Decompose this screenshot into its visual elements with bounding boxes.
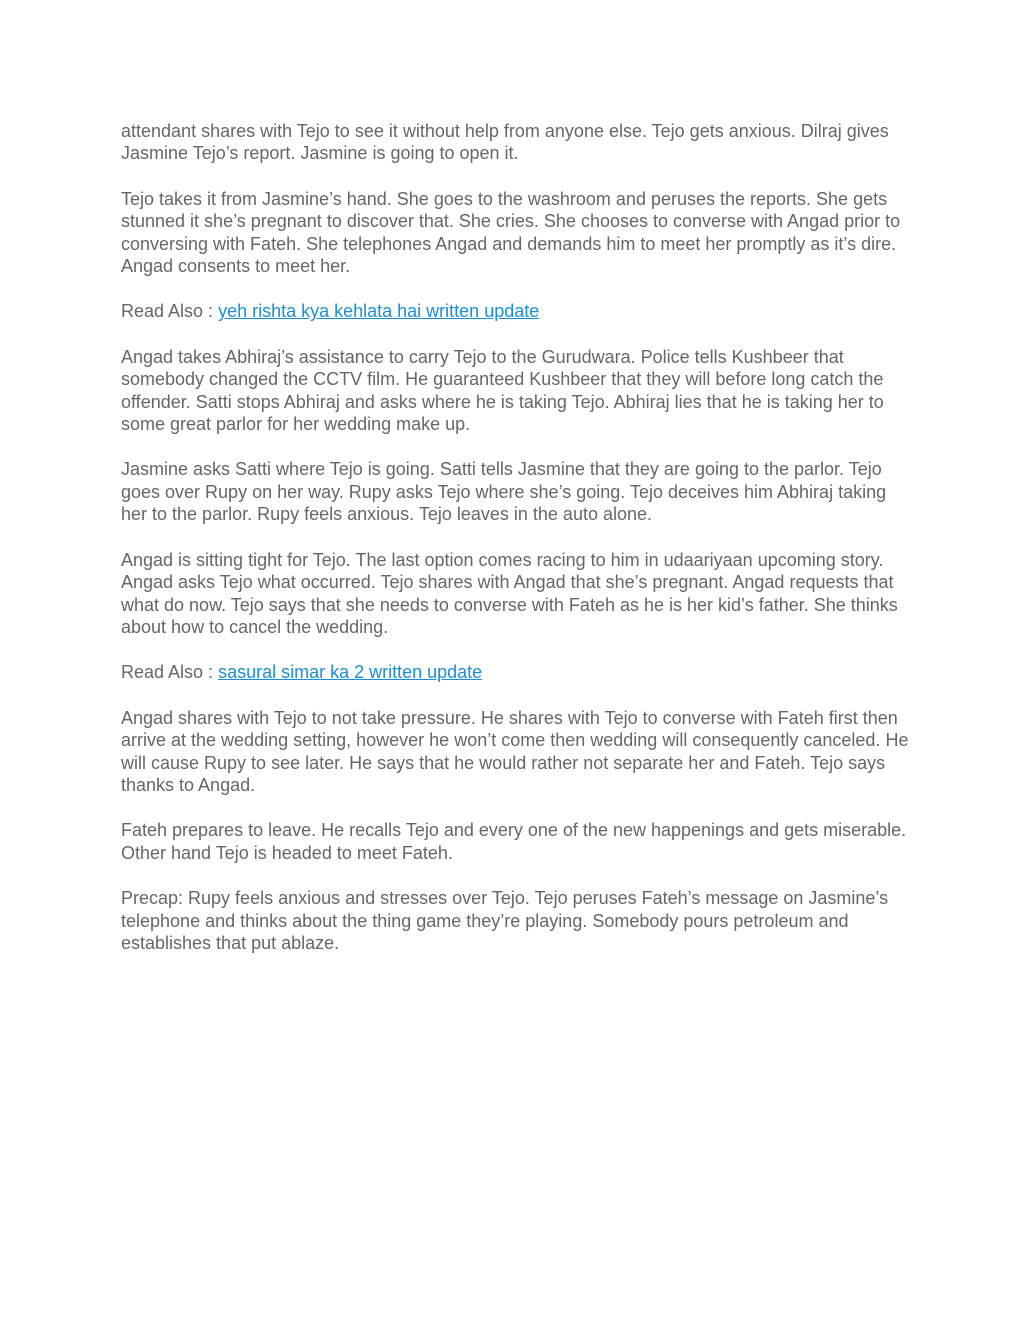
- read-also-link-sasural-simar[interactable]: sasural simar ka 2 written update: [218, 662, 483, 683]
- read-also-2: [121, 661, 911, 683]
- paragraph-6: Angad shares with Tejo to not take pressure. He shares with Tejo to converse with Fateh first then arrive at the wedding setting, however he won’t come then wedding will consequently canceled. He will cause Rupy to see later. He says that he would rather not separate her and Fateh. Tejo says thanks to Angad.: [121, 707, 909, 795]
- paragraph-8: Precap: Rupy feels anxious and stresses over Tejo. Tejo peruses Fateh’s message on Jasmine’s telephone and thinks about the thing game they’re playing. Somebody pours petroleum and establishes that put ablaze.: [121, 888, 889, 953]
- paragraph-1: attendant shares with Tejo to see it without help from anyone else. Tejo gets anxious. Dilraj gives Jasmine Tejo’s report. Jasmine is going to open it.: [121, 121, 889, 164]
- read-also-link-yeh-rishta[interactable]: yeh rishta kya kehlata hai written update: [218, 301, 540, 322]
- read-also-1: [121, 300, 911, 322]
- paragraph-3: Angad takes Abhiraj’s assistance to carry Tejo to the Gurudwara. Police tells Kushbeer that somebody changed the CCTV film. He guaranteed Kushbeer that they will before long catch the offender. Satti stops Abhiraj and asks where he is taking Tejo. Abhiraj lies that he is taking her to some great parlor for her wedding make up.: [121, 346, 884, 435]
- read-also-prefix: Read Also :: [121, 662, 219, 683]
- read-also-prefix: Read Also :: [121, 301, 219, 322]
- article-body: [121, 120, 911, 977]
- paragraph-2: Tejo takes it from Jasmine’s hand. She goes to the washroom and peruses the reports. She gets stunned it she’s pregnant to discover that. She cries. She chooses to converse with Angad prior to conversing with Fateh. She telephones Angad and demands him to meet her promptly as it’s dire. Angad consents to meet her.: [121, 188, 901, 277]
- paragraph-4: Jasmine asks Satti where Tejo is going. Satti tells Jasmine that they are going to the parlor. Tejo goes over Rupy on her way. Rupy asks Tejo where she’s going. Tejo deceives him Abhiraj taking her to the parlor. Rupy feels anxious. Tejo leaves in the auto alone.: [121, 459, 887, 525]
- paragraph-7: Fateh prepares to leave. He recalls Tejo and every one of the new happenings and gets miserable. Other hand Tejo is headed to meet Fateh.: [121, 820, 907, 863]
- paragraph-5: Angad is sitting tight for Tejo. The last option comes racing to him in udaariyaan upcoming story. Angad asks Tejo what occurred. Tejo shares with Angad that she’s pregnant. Angad requests that what do now. Tejo says that she needs to converse with Fateh as he is her kid’s father. She thinks about how to cancel the wedding.: [121, 549, 898, 637]
